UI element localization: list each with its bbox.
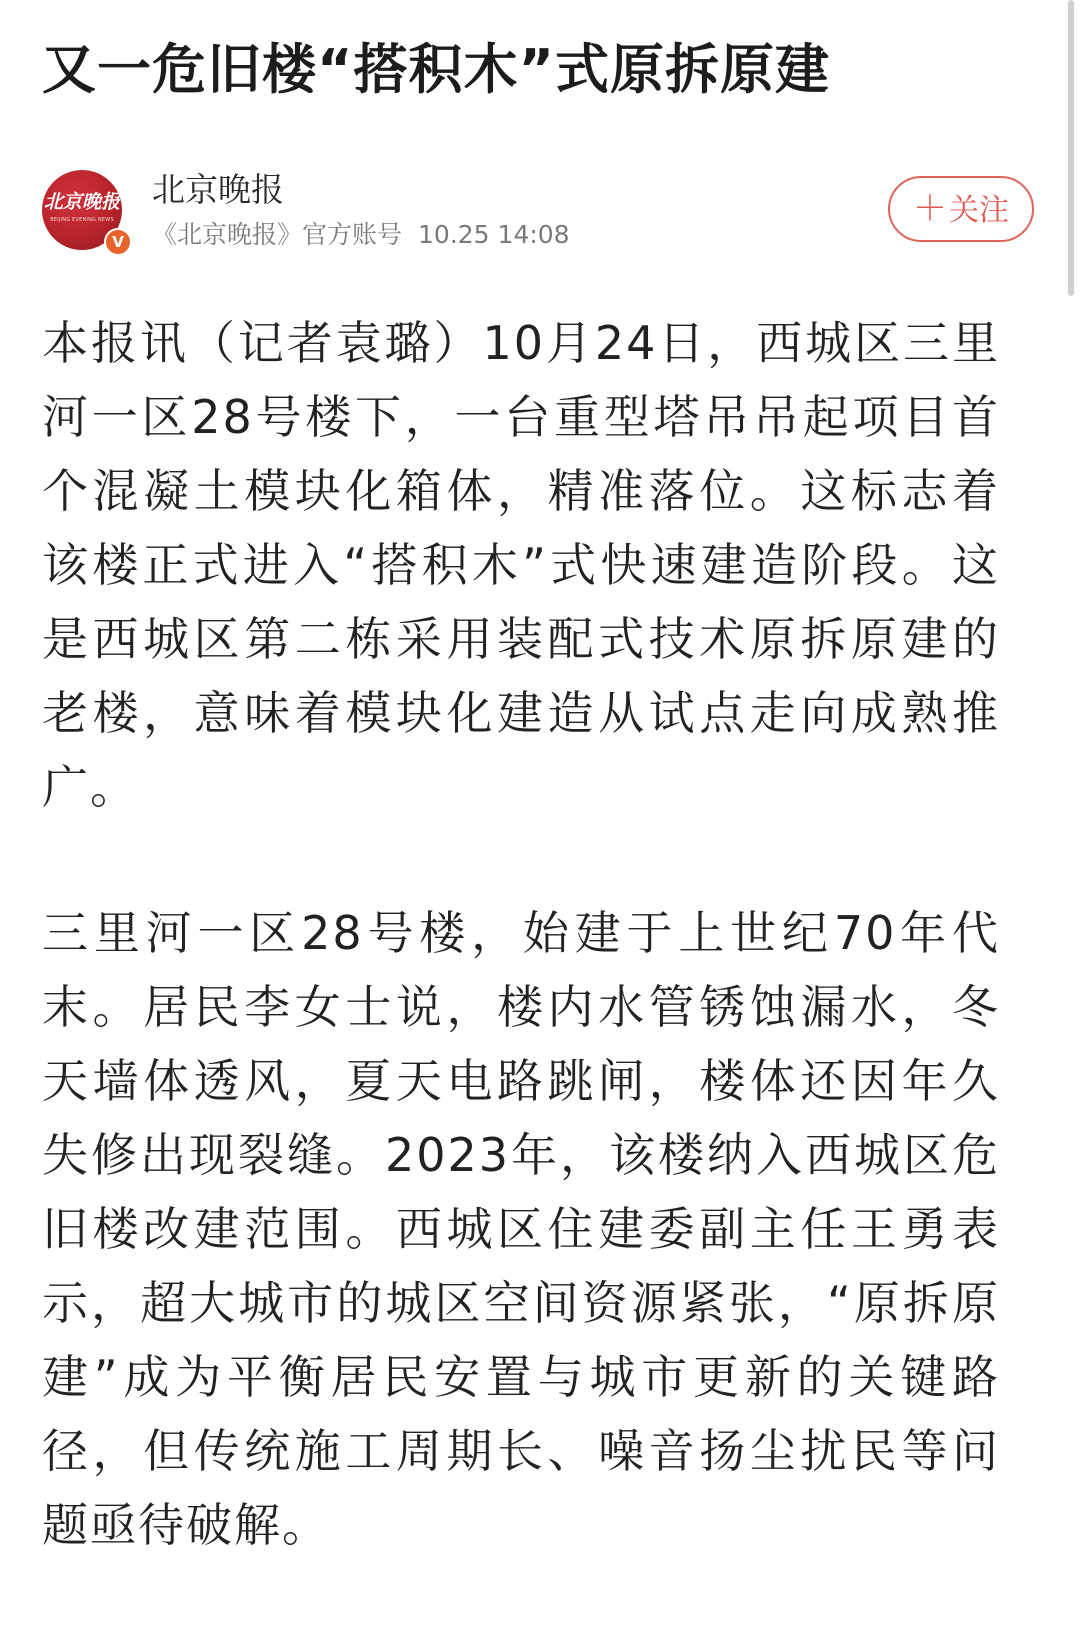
avatar-logo-subtext: BEIJING EVENING NEWS xyxy=(50,217,114,223)
article-body xyxy=(42,306,1000,1562)
avatar-logo-text: 北京晚报 xyxy=(43,191,120,213)
article-paragraph: 本报讯（记者袁璐）10月24日，西城区三里河一区28号楼下，一台重型塔吊吊起项目首个混凝土模块化箱体，精准落位。这标志着该楼正式进入“搭积木”式快速建造阶段。这是西城区第二栋采用装配式技术原拆原建的老楼，意味着模块化建造从试点走向成熟推广。 xyxy=(42,316,1000,814)
author-bar xyxy=(42,168,1038,260)
article-title: 又一危旧楼“搭积木”式原拆原建 xyxy=(42,38,830,101)
author-description: 《北京晚报》官方账号 xyxy=(152,220,403,249)
scrollbar[interactable] xyxy=(1068,0,1074,296)
author-meta xyxy=(152,220,570,250)
plus-icon: ＋ xyxy=(913,189,947,229)
verified-icon: V xyxy=(104,228,132,256)
follow-label: 关注 xyxy=(949,193,1009,228)
author-name[interactable]: 北京晚报 xyxy=(152,170,284,209)
article-paragraph: 三里河一区28号楼，始建于上世纪70年代末。居民李女士说，楼内水管锈蚀漏水，冬天墙体透风，夏天电路跳闸，楼体还因年久失修出现裂缝。2023年，该楼纳入西城区危旧楼改建范围。西城区住建委副主任王勇表示，超大城市的城区空间资源紧张，“原拆原建”成为平衡居民安置与城市更新的关键路径，但传统施工周期长、噪音扬尘扰民等问题亟待破解。 xyxy=(42,906,1000,1552)
publish-time: 10.25 14:08 xyxy=(418,220,570,249)
follow-button[interactable] xyxy=(888,176,1034,242)
